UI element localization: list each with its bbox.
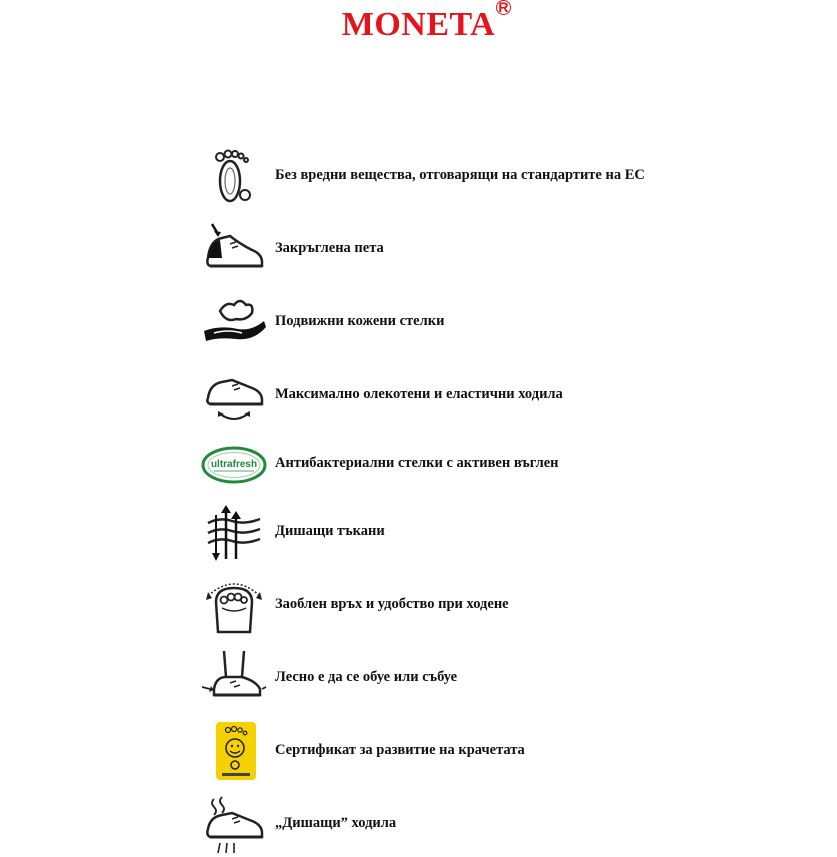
brand-name: MONETA R (342, 6, 495, 43)
feature-label: Дишащи тъкани (275, 523, 385, 539)
feature-removable-insoles (200, 291, 820, 355)
feature-label: Максимално олекотени и еластични ходила (275, 386, 563, 402)
easy-on-off-icon (200, 647, 268, 711)
feature-label: Подвижни кожени стелки (275, 313, 445, 329)
feature-breathing-soles (200, 793, 820, 857)
feature-label: Сертификат за развитие на крачетата (275, 742, 525, 758)
healthy-feet-certificate-icon (200, 720, 268, 784)
rounded-toe-icon (200, 574, 268, 638)
brand-logo (0, 0, 837, 44)
leather-insole-icon (200, 291, 268, 355)
flexible-sole-icon (200, 364, 268, 428)
feature-flexible-soles (200, 364, 820, 428)
feature-rounded-heel (200, 218, 820, 282)
feature-easy-on-off (200, 647, 820, 711)
footprint-icon (200, 145, 268, 209)
feature-breathable-fabrics (200, 501, 820, 565)
ultrafresh-logo-icon (200, 433, 268, 497)
breathing-sole-icon (200, 793, 268, 857)
feature-label: Заоблен връх и удобство при ходене (275, 596, 509, 612)
ultrafresh-logo-text: ultrafresh (210, 459, 258, 470)
feature-rounded-toe (200, 574, 820, 638)
feature-label: Лесно е да се обуе или събуе (275, 669, 458, 685)
registered-mark: R (496, 0, 511, 15)
feature-no-harmful-substances (200, 145, 820, 209)
feature-label: Закръглена пета (275, 240, 384, 256)
breathable-fabric-icon (200, 501, 268, 565)
feature-label: Антибактериални стелки с активен въглен (275, 455, 559, 471)
feature-label: „Дишащи” ходила (275, 815, 397, 831)
feature-foot-development-certificate (200, 720, 820, 784)
rounded-heel-shoe-icon (200, 218, 268, 282)
feature-antibacterial-insoles (200, 433, 820, 497)
feature-label: Без вредни вещества, отговарящи на стандартите на ЕС (275, 167, 645, 183)
